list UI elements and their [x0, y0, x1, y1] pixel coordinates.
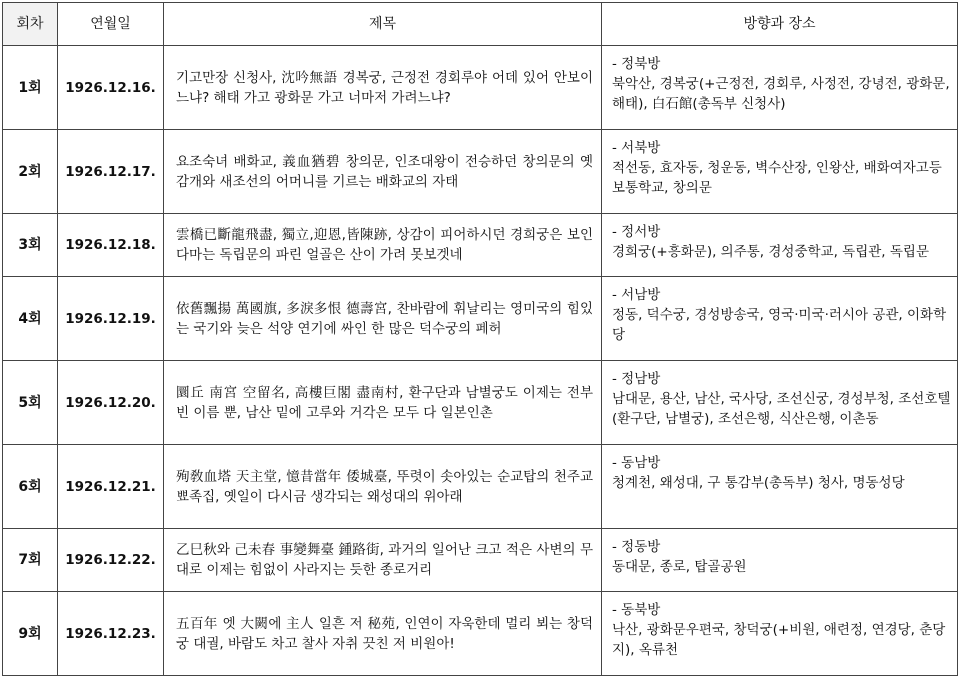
round-cell: 4회 — [3, 277, 58, 361]
place-list: 남대문, 용산, 남산, 국사당, 조선신궁, 경성부청, 조선호텔(환구단, 남별궁), 조선은행, 식산은행, 이촌동 — [612, 391, 951, 427]
place-list: 경희궁(+흥화문), 의주통, 경성중학교, 독립관, 독립문 — [612, 244, 929, 260]
place-list: 동대문, 종로, 탑골공원 — [612, 559, 747, 575]
direction-label: - 동북방 — [612, 602, 661, 618]
date-cell: 1926.12.21. — [58, 445, 164, 529]
table-row — [3, 277, 958, 361]
date-cell: 1926.12.20. — [58, 361, 164, 445]
place-list: 북악산, 경복궁(+근정전, 경회루, 사정전, 강녕전, 광화문, 해태), 白石館(총독부 신청사) — [612, 76, 950, 112]
place-cell — [602, 445, 958, 529]
round-cell: 6회 — [3, 445, 58, 529]
round-cell: 3회 — [3, 214, 58, 277]
header-date: 연월일 — [58, 3, 164, 46]
date-cell: 1926.12.17. — [58, 130, 164, 214]
round-cell: 1회 — [3, 46, 58, 130]
table-row — [3, 214, 958, 277]
place-list: 적선동, 효자동, 청운동, 벽수산장, 인왕산, 배화여자고등보통학교, 창의문 — [612, 160, 942, 196]
table-row — [3, 592, 958, 676]
title-cell: 雲橋已斷龍飛盡, 獨立,迎恩,皆陳跡, 상감이 피어하시던 경희궁은 보인다마는 독립문의 파린 얼골은 산이 가려 못보겟네 — [164, 214, 602, 277]
direction-label: - 서남방 — [612, 287, 661, 303]
place-list: 청계천, 왜성대, 구 통감부(총독부) 청사, 명동성당 — [612, 475, 905, 491]
direction-label: - 정서방 — [612, 224, 661, 240]
place-cell — [602, 214, 958, 277]
table-row — [3, 361, 958, 445]
round-cell: 2회 — [3, 130, 58, 214]
place-cell — [602, 592, 958, 676]
title-cell: 圜丘 南宮 空留名, 高樓巨閣 盡南村, 환구단과 남별궁도 이제는 전부 빈 이름 뿐, 남산 밑에 고루와 거각은 모두 다 일본인촌 — [164, 361, 602, 445]
header-place: 방향과 장소 — [602, 3, 958, 46]
date-cell: 1926.12.19. — [58, 277, 164, 361]
table-row — [3, 529, 958, 592]
table-row — [3, 445, 958, 529]
title-cell: 乙巳秋와 己未春 事變舞臺 鍾路街, 과거의 일어난 크고 적은 사변의 무대로 이제는 힘없이 사라지는 듯한 종로거리 — [164, 529, 602, 592]
date-cell: 1926.12.23. — [58, 592, 164, 676]
title-cell: 요조숙녀 배화교, 義血猶碧 창의문, 인조대왕이 전승하던 창의문의 옛 감개와 새조선의 어머니를 기르는 배화교의 자태 — [164, 130, 602, 214]
place-cell — [602, 361, 958, 445]
header-round: 회차 — [3, 3, 58, 46]
direction-label: - 정동방 — [612, 539, 661, 555]
date-cell: 1926.12.16. — [58, 46, 164, 130]
place-cell — [602, 46, 958, 130]
title-cell: 殉敎血塔 天主堂, 憶昔當年 倭城臺, 뚜렷이 솟아있는 순교탑의 천주교 뾰족집, 옛일이 다시금 생각되는 왜성대의 위아래 — [164, 445, 602, 529]
schedule-table — [2, 2, 958, 676]
round-cell: 5회 — [3, 361, 58, 445]
direction-label: - 동남방 — [612, 455, 661, 471]
direction-label: - 서북방 — [612, 140, 661, 156]
place-list: 정동, 덕수궁, 경성방송국, 영국·미국·러시아 공관, 이화학당 — [612, 307, 947, 343]
place-cell — [602, 529, 958, 592]
table-row — [3, 46, 958, 130]
header-title: 제목 — [164, 3, 602, 46]
place-list: 낙산, 광화문우편국, 창덕궁(+비원, 애련정, 연경당, 춘당지), 옥류천 — [612, 622, 946, 658]
place-cell — [602, 130, 958, 214]
table-row — [3, 130, 958, 214]
title-cell: 기고만장 신청사, 沈吟無語 경복궁, 근정전 경회루야 어데 있어 안보이느냐? 해태 가고 광화문 가고 너마저 가려느냐? — [164, 46, 602, 130]
title-cell: 五百年 엣 大闕에 主人 일흔 저 秘苑, 인연이 자욱한데 멀리 뵈는 창덕궁 대궐, 바람도 차고 찰사 자취 끗친 저 비원아! — [164, 592, 602, 676]
place-cell — [602, 277, 958, 361]
schedule-table-wrapper — [2, 2, 958, 676]
round-cell: 9회 — [3, 592, 58, 676]
date-cell: 1926.12.18. — [58, 214, 164, 277]
round-cell: 7회 — [3, 529, 58, 592]
date-cell: 1926.12.22. — [58, 529, 164, 592]
direction-label: - 정북방 — [612, 56, 661, 72]
direction-label: - 정남방 — [612, 371, 661, 387]
title-cell: 依舊飄揚 萬國旗, 多淚多恨 德壽宮, 찬바람에 휘날리는 영미국의 힘있는 국기와 늦은 석양 연기에 싸인 한 많은 덕수궁의 페허 — [164, 277, 602, 361]
header-row — [3, 3, 958, 46]
